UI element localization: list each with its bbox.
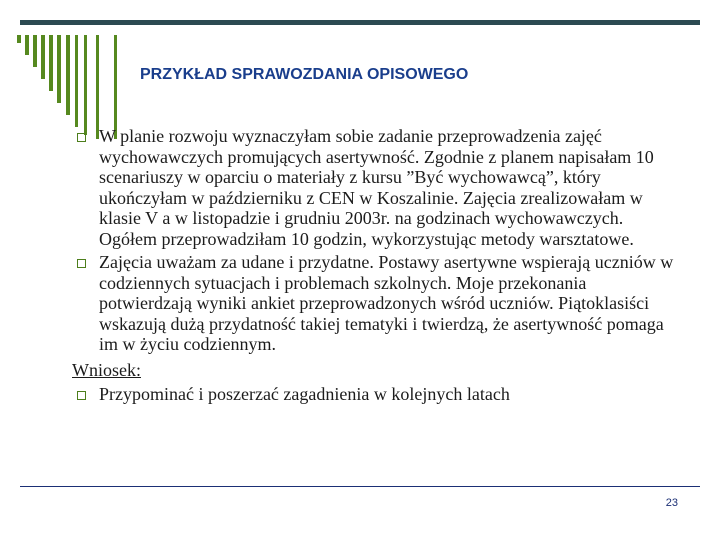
square-bullet-icon — [77, 391, 86, 400]
bullet-item — [72, 252, 682, 355]
bullet-text: Zajęcia uważam za udane i przydatne. Postawy asertywne wspierają uczniów w codziennych sytuacjach i problemach szkolnych. Moje przekonania potwierdzają wyniki ankiet przeprowadzonych wśród uczniów. Piątoklasiści wskazują dużą przydatność takiej tematyki i twierdzą, że asertywność pomaga im w życiu codziennym. — [99, 252, 674, 354]
square-bullet-icon — [77, 133, 86, 142]
stripe — [17, 35, 21, 43]
bullet-item — [72, 384, 682, 405]
conclusion-label: Wniosek: — [72, 359, 141, 380]
bullet-text: W planie rozwoju wyznaczyłam sobie zadanie przeprowadzenia zajęć wychowawczych promujących asertywność. Zgodnie z planem napisałam 10 scenariuszy w oparciu o materiały z kursu ”Być wychowawcą”, który ukończyłam w październiku z CEN w Koszalinie. Zajęcia zrealizowałam w klasie V a w listopadzie i grudniu 2003r. na godzinach wychowawczych. Ogółem przeprowadziłam 10 godzin, wykorzystując metody warsztatowe. — [99, 126, 654, 249]
square-bullet-icon — [77, 259, 86, 268]
stripe — [84, 35, 87, 135]
bullet-item — [72, 126, 682, 249]
stripe — [25, 35, 29, 55]
top-rule — [20, 20, 700, 25]
slide-title: PRZYKŁAD SPRAWOZDANIA OPISOWEGO — [140, 66, 469, 83]
stripe — [114, 35, 117, 139]
stripe — [41, 35, 45, 79]
stripe — [66, 35, 70, 115]
stripe — [49, 35, 53, 91]
stripe — [96, 35, 99, 139]
page-number: 23 — [665, 497, 678, 509]
stripe — [33, 35, 37, 67]
bottom-rule — [20, 486, 700, 487]
stripe — [57, 35, 61, 103]
bullet-text: Przypominać i poszerzać zagadnienia w kolejnych latach — [99, 384, 510, 404]
stripe — [75, 35, 78, 127]
slide-body — [72, 126, 682, 408]
